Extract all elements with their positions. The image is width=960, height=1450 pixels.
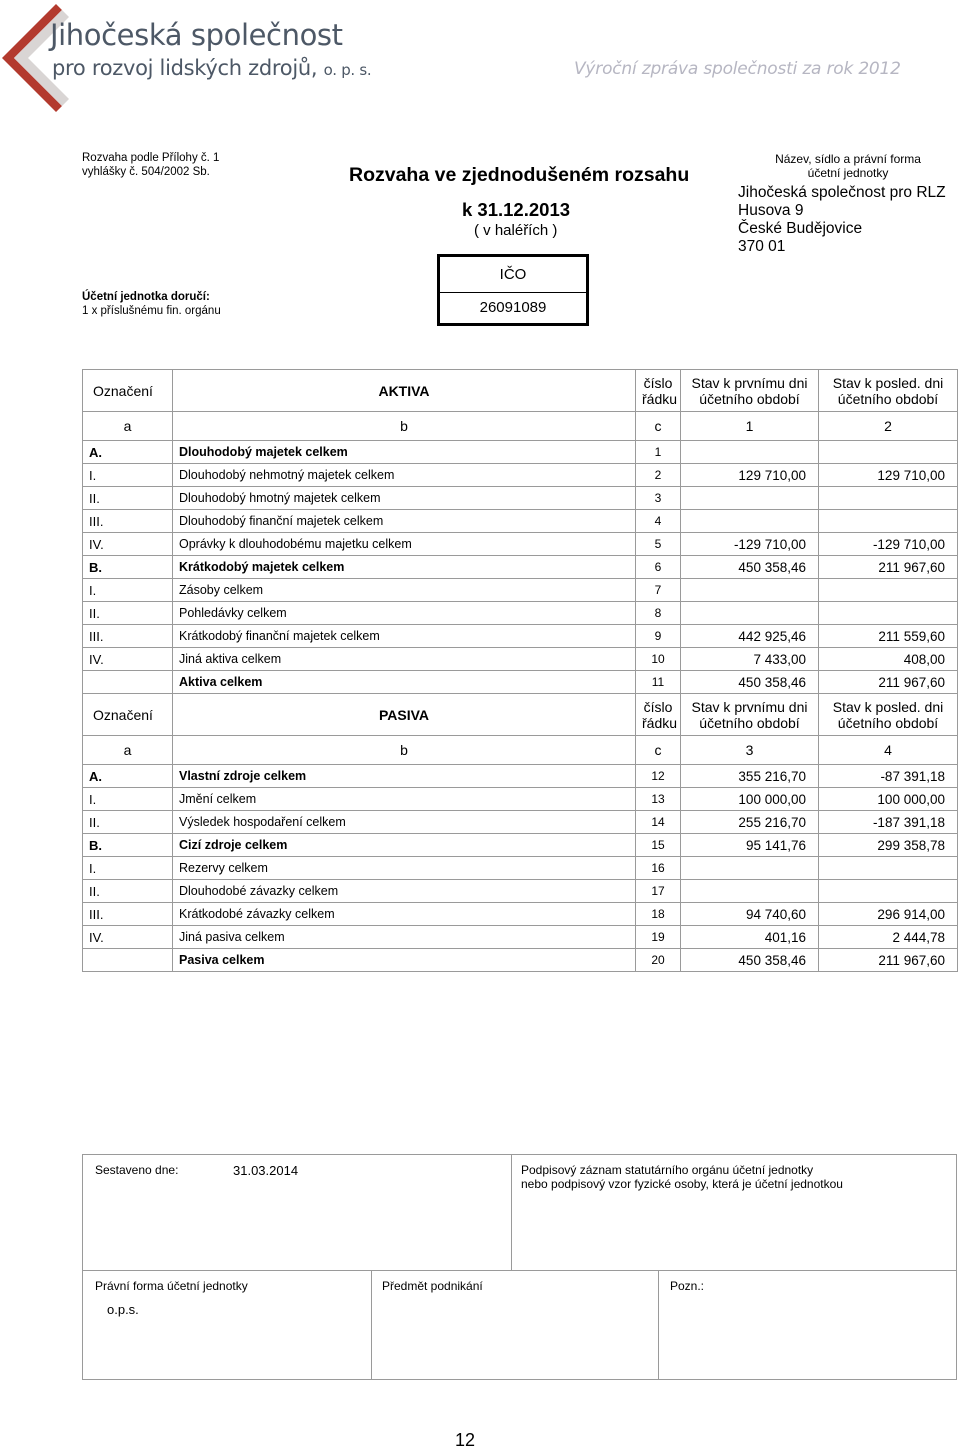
row-code: III. xyxy=(83,625,173,648)
row-label: Výsledek hospodaření celkem xyxy=(173,811,636,834)
entity-heading-line2: účetní jednotky xyxy=(807,166,889,180)
entity-city: České Budějovice xyxy=(738,220,863,237)
pasiva-letter-3: 3 xyxy=(681,736,819,765)
table-row xyxy=(83,949,958,972)
document-unit: ( v haléřích ) xyxy=(474,222,558,239)
value-last: 211 559,60 xyxy=(819,625,958,648)
row-number: 12 xyxy=(636,765,681,788)
table-row xyxy=(83,510,958,533)
row-label: Jmění celkem xyxy=(173,788,636,811)
pasiva-col-row-no xyxy=(636,694,681,736)
aktiva-col-designation: Označení xyxy=(83,370,173,412)
org-name-line1: Jihočeská společnost xyxy=(50,18,343,52)
aktiva-letter-c: c xyxy=(636,412,681,441)
value-last: -87 391,18 xyxy=(819,765,958,788)
row-label: Dlouhodobý hmotný majetek celkem xyxy=(173,487,636,510)
value-first xyxy=(681,880,819,903)
value-first xyxy=(681,487,819,510)
value-last xyxy=(819,857,958,880)
entity-zip: 370 01 xyxy=(738,238,786,255)
row-number: 11 xyxy=(636,671,681,694)
document-date: k 31.12.2013 xyxy=(462,199,571,220)
compiled-label: Sestaveno dne: xyxy=(95,1163,179,1177)
row-number: 7 xyxy=(636,579,681,602)
row-label: Krátkodobý finanční majetek celkem xyxy=(173,625,636,648)
value-last: 408,00 xyxy=(819,648,958,671)
row-code xyxy=(83,949,173,972)
row-code: B. xyxy=(83,556,173,579)
row-label: Vlastní zdroje celkem xyxy=(173,765,636,788)
value-last: 129 710,00 xyxy=(819,464,958,487)
row-number: 3 xyxy=(636,487,681,510)
row-number: 8 xyxy=(636,602,681,625)
row-number: 6 xyxy=(636,556,681,579)
form-reference-line1: Rozvaha podle Přílohy č. 1 xyxy=(82,152,220,164)
row-label: Dlouhodobý nehmotný majetek celkem xyxy=(173,464,636,487)
row-number: 15 xyxy=(636,834,681,857)
row-label: Zásoby celkem xyxy=(173,579,636,602)
ico-label: IČO xyxy=(440,257,586,293)
entity-heading-line1: Název, sídlo a právní forma xyxy=(775,152,921,166)
aktiva-col-first xyxy=(681,370,819,412)
entity-heading xyxy=(738,152,958,180)
row-label: Krátkodobé závazky celkem xyxy=(173,903,636,926)
row-code: IV. xyxy=(83,648,173,671)
page-number: 12 xyxy=(455,1430,476,1450)
value-last: 211 967,60 xyxy=(819,949,958,972)
form-reference xyxy=(82,151,219,179)
value-first: 355 216,70 xyxy=(681,765,819,788)
pasiva-col-designation: Označení xyxy=(83,694,173,736)
table-row xyxy=(83,834,958,857)
row-code: I. xyxy=(83,857,173,880)
row-code: I. xyxy=(83,788,173,811)
pasiva-col-last xyxy=(819,694,958,736)
row-number: 19 xyxy=(636,926,681,949)
ico-value: 26091089 xyxy=(479,299,547,316)
deliver-note xyxy=(82,290,221,318)
table-row xyxy=(83,556,958,579)
row-code: I. xyxy=(83,464,173,487)
compiled-date: 31.03.2014 xyxy=(233,1163,299,1178)
row-code: A. xyxy=(83,765,173,788)
value-last: -129 710,00 xyxy=(819,533,958,556)
pasiva-letter-c: c xyxy=(636,736,681,765)
row-label: Dlouhodobý majetek celkem xyxy=(173,441,636,464)
pasiva-col-first xyxy=(681,694,819,736)
aktiva-col-last-l1: Stav k posled. dni xyxy=(832,374,944,391)
row-number: 13 xyxy=(636,788,681,811)
row-label: Cizí zdroje celkem xyxy=(173,834,636,857)
value-first: 450 358,46 xyxy=(681,556,819,579)
pasiva-col-row-no-l2: řádku xyxy=(642,714,678,731)
value-first: 442 925,46 xyxy=(681,625,819,648)
table-row xyxy=(83,857,958,880)
table-row xyxy=(83,788,958,811)
pasiva-letter-4: 4 xyxy=(819,736,958,765)
value-first xyxy=(681,579,819,602)
row-number: 16 xyxy=(636,857,681,880)
aktiva-letter-1: 1 xyxy=(681,412,819,441)
row-code: II. xyxy=(83,811,173,834)
table-row xyxy=(83,464,958,487)
value-last xyxy=(819,441,958,464)
aktiva-col-last xyxy=(819,370,958,412)
aktiva-section-title: AKTIVA xyxy=(173,370,636,412)
value-last: 211 967,60 xyxy=(819,671,958,694)
table-row xyxy=(83,648,958,671)
table-row xyxy=(83,602,958,625)
row-number: 18 xyxy=(636,903,681,926)
pasiva-letters-row xyxy=(83,736,958,765)
pasiva-col-first-l1: Stav k prvnímu dni xyxy=(691,698,808,715)
table-row xyxy=(83,880,958,903)
value-first xyxy=(681,441,819,464)
deliver-value: 1 x příslušnému fin. orgánu xyxy=(82,305,221,317)
pasiva-col-last-l2: účetního období xyxy=(837,714,939,731)
signature-form xyxy=(82,1154,957,1380)
table-row xyxy=(83,441,958,464)
pasiva-header-row xyxy=(83,694,958,736)
table-row xyxy=(83,533,958,556)
row-label: Krátkodobý majetek celkem xyxy=(173,556,636,579)
value-first xyxy=(681,602,819,625)
row-number: 20 xyxy=(636,949,681,972)
signature-label-line1: Podpisový záznam statutárního orgánu účetní jednotky xyxy=(521,1163,814,1177)
aktiva-col-row-no-l1: číslo xyxy=(643,374,673,391)
value-last xyxy=(819,579,958,602)
value-last xyxy=(819,510,958,533)
aktiva-letter-b: b xyxy=(173,412,636,441)
pasiva-letter-a: a xyxy=(83,736,173,765)
row-number: 17 xyxy=(636,880,681,903)
note-label: Pozn.: xyxy=(670,1279,705,1293)
pasiva-letter-b: b xyxy=(173,736,636,765)
footer-divider-horizontal xyxy=(83,1270,956,1271)
aktiva-letter-a: a xyxy=(83,412,173,441)
table-row xyxy=(83,903,958,926)
row-number: 5 xyxy=(636,533,681,556)
aktiva-col-last-l2: účetního období xyxy=(837,390,939,407)
row-code: II. xyxy=(83,602,173,625)
value-first: 94 740,60 xyxy=(681,903,819,926)
table-row xyxy=(83,811,958,834)
entity-street: Husova 9 xyxy=(738,202,804,219)
table-row xyxy=(83,671,958,694)
entity-address xyxy=(738,184,946,256)
row-code: I. xyxy=(83,579,173,602)
deliver-label: Účetní jednotka doručí: xyxy=(82,291,210,303)
footer-divider-vertical-2 xyxy=(658,1270,659,1379)
row-code: B. xyxy=(83,834,173,857)
legal-form-value: o.p.s. xyxy=(107,1302,139,1317)
row-label: Dlouhodobý finanční majetek celkem xyxy=(173,510,636,533)
org-name-main: pro rozvoj lidských zdrojů, xyxy=(52,56,318,80)
value-first: 100 000,00 xyxy=(681,788,819,811)
value-last: 211 967,60 xyxy=(819,556,958,579)
row-code: III. xyxy=(83,510,173,533)
footer-divider-vertical-top xyxy=(511,1155,512,1270)
signature-label xyxy=(521,1163,843,1191)
table-row xyxy=(83,487,958,510)
row-number: 2 xyxy=(636,464,681,487)
signature-label-line2: nebo podpisový vzor fyzické osoby, která je účetní jednotkou xyxy=(521,1177,843,1191)
aktiva-letters-row xyxy=(83,412,958,441)
document-title: Rozvaha ve zjednodušeném rozsahu xyxy=(349,164,690,186)
value-first: 450 358,46 xyxy=(681,949,819,972)
ico-box xyxy=(437,254,589,326)
row-code: IV. xyxy=(83,533,173,556)
row-code: III. xyxy=(83,903,173,926)
value-last: 100 000,00 xyxy=(819,788,958,811)
value-first: 129 710,00 xyxy=(681,464,819,487)
value-first xyxy=(681,857,819,880)
row-label: Aktiva celkem xyxy=(173,671,636,694)
row-label: Pohledávky celkem xyxy=(173,602,636,625)
row-code: II. xyxy=(83,880,173,903)
pasiva-section xyxy=(83,694,958,972)
aktiva-col-row-no-l2: řádku xyxy=(642,390,678,407)
value-last: 2 444,78 xyxy=(819,926,958,949)
pasiva-col-row-no-l1: číslo xyxy=(643,698,673,715)
pasiva-col-last-l1: Stav k posled. dni xyxy=(832,698,944,715)
value-first: 7 433,00 xyxy=(681,648,819,671)
business-label: Předmět podnikání xyxy=(382,1279,483,1293)
row-code xyxy=(83,671,173,694)
row-label: Oprávky k dlouhodobému majetku celkem xyxy=(173,533,636,556)
row-number: 1 xyxy=(636,441,681,464)
table-row xyxy=(83,625,958,648)
value-last: -187 391,18 xyxy=(819,811,958,834)
row-number: 9 xyxy=(636,625,681,648)
report-title: Výroční zpráva společnosti za rok 2012 xyxy=(574,59,901,79)
row-code: II. xyxy=(83,487,173,510)
value-last xyxy=(819,602,958,625)
value-last xyxy=(819,880,958,903)
balance-table xyxy=(82,369,958,972)
table-row xyxy=(83,926,958,949)
entity-name: Jihočeská společnost pro RLZ xyxy=(738,184,946,201)
table-row xyxy=(83,765,958,788)
legal-form-label: Právní forma účetní jednotky xyxy=(95,1279,248,1293)
aktiva-col-first-l2: účetního období xyxy=(699,390,800,407)
pasiva-section-title: PASIVA xyxy=(173,694,636,736)
table-row xyxy=(83,579,958,602)
row-number: 14 xyxy=(636,811,681,834)
pasiva-col-first-l2: účetního období xyxy=(699,714,800,731)
org-name-line2 xyxy=(52,56,371,80)
footer-divider-vertical-1 xyxy=(371,1270,372,1379)
aktiva-col-first-l1: Stav k prvnímu dni xyxy=(691,374,808,391)
form-reference-line2: vyhlášky č. 504/2002 Sb. xyxy=(82,166,210,178)
row-code: A. xyxy=(83,441,173,464)
row-number: 10 xyxy=(636,648,681,671)
value-first xyxy=(681,510,819,533)
value-first: 255 216,70 xyxy=(681,811,819,834)
value-first: 95 141,76 xyxy=(681,834,819,857)
row-label: Dlouhodobé závazky celkem xyxy=(173,880,636,903)
row-label: Rezervy celkem xyxy=(173,857,636,880)
row-label: Pasiva celkem xyxy=(173,949,636,972)
row-label: Jiná pasiva celkem xyxy=(173,926,636,949)
aktiva-section xyxy=(83,370,958,694)
aktiva-col-row-no xyxy=(636,370,681,412)
row-number: 4 xyxy=(636,510,681,533)
value-first: -129 710,00 xyxy=(681,533,819,556)
value-last: 296 914,00 xyxy=(819,903,958,926)
row-label: Jiná aktiva celkem xyxy=(173,648,636,671)
aktiva-letter-2: 2 xyxy=(819,412,958,441)
value-last: 299 358,78 xyxy=(819,834,958,857)
row-code: IV. xyxy=(83,926,173,949)
org-name-suffix: o. p. s. xyxy=(323,61,372,79)
value-last xyxy=(819,487,958,510)
aktiva-header-row xyxy=(83,370,958,412)
value-first: 450 358,46 xyxy=(681,671,819,694)
value-first: 401,16 xyxy=(681,926,819,949)
